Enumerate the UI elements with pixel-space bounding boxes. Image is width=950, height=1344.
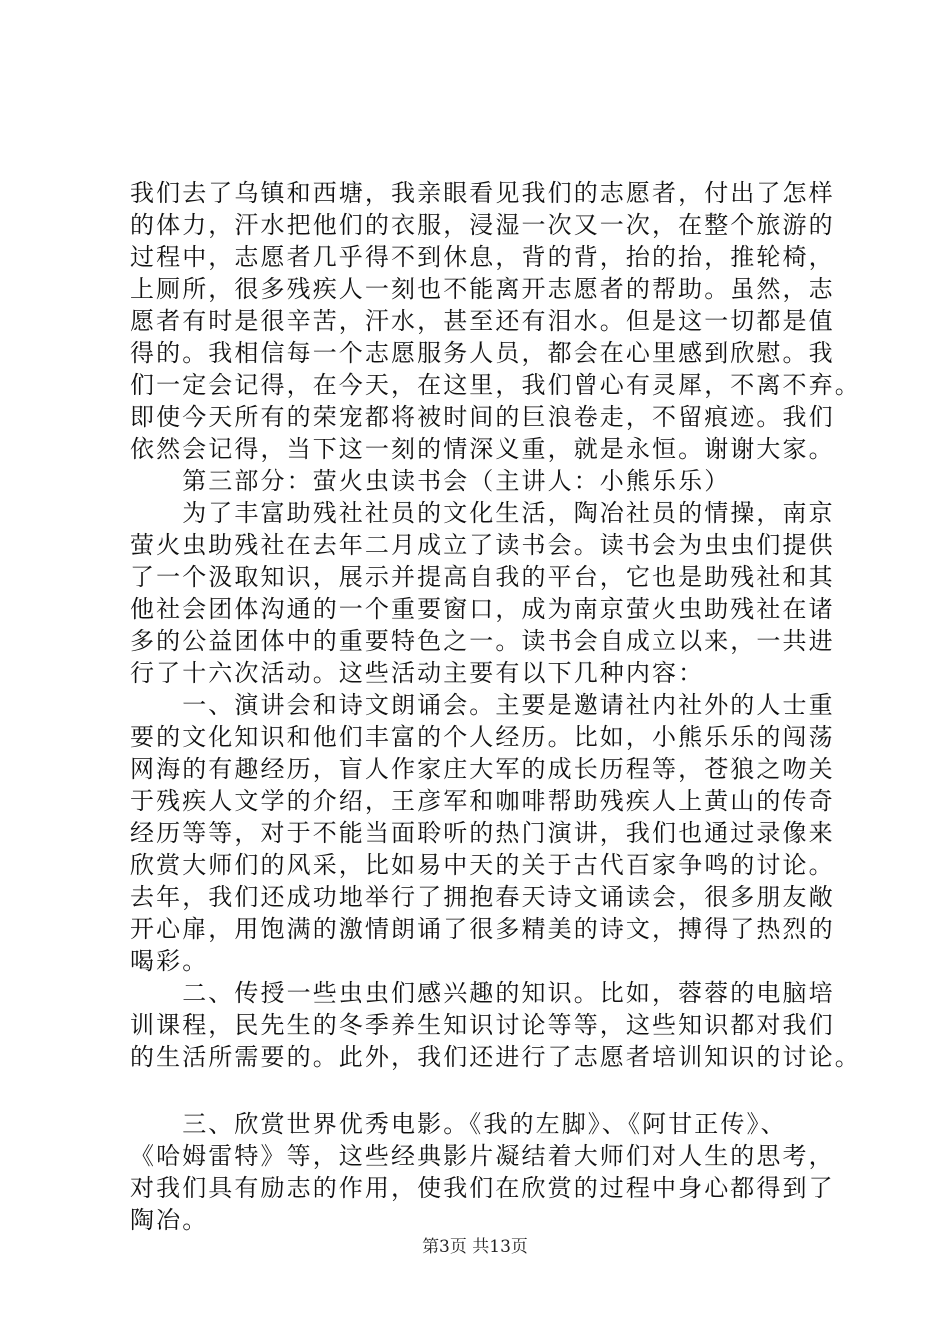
text-line: 他社会团体沟通的一个重要窗口，成为南京萤火虫助残社在诸 [130,595,835,623]
text-line: 要的文化知识和他们丰富的个人经历。比如，小熊乐乐的闯荡 [130,723,835,751]
text-line: 训课程，民先生的冬季养生知识讨论等等，这些知识都对我们 [130,1011,835,1039]
text-line: 于残疾人文学的介绍，王彦军和咖啡帮助残疾人上黄山的传奇 [130,787,835,815]
text-line: 开心扉，用饱满的激情朗诵了很多精美的诗文，搏得了热烈的 [130,915,835,943]
text-line: 得的。我相信每一个志愿服务人员，都会在心里感到欣慰。我 [130,339,835,367]
text-line: 二、传授一些虫虫们感兴趣的知识。比如，蓉蓉的电脑培 [130,979,835,1007]
text-line: 《哈姆雷特》等，这些经典影片凝结着大师们对人生的思考， [130,1142,835,1170]
text-line: 即使今天所有的荣宠都将被时间的巨浪卷走，不留痕迹。我们 [130,403,835,431]
text-line: 多的公益团体中的重要特色之一。读书会自成立以来，一共进 [130,627,835,655]
text-line: 愿者有时是很辛苦，汗水，甚至还有泪水。但是这一切都是值 [130,307,835,335]
text-line: 萤火虫助残社在去年二月成立了读书会。读书会为虫虫们提供 [130,531,835,559]
text-line: 对我们具有励志的作用，使我们在欣赏的过程中身心都得到了 [130,1174,835,1202]
text-line: 们一定会记得，在今天，在这里，我们曾心有灵犀，不离不弃。 [130,371,861,399]
text-line: 陶冶。 [130,1206,209,1234]
text-line: 的生活所需要的。此外，我们还进行了志愿者培训知识的讨论。 [130,1043,861,1071]
text-line: 上厕所，很多残疾人一刻也不能离开志愿者的帮助。虽然，志 [130,275,835,303]
text-line: 网海的有趣经历，盲人作家庄大军的成长历程等，苍狼之吻关 [130,755,835,783]
text-line: 了一个汲取知识，展示并提高自我的平台，它也是助残社和其 [130,563,835,591]
text-line: 一、演讲会和诗文朗诵会。主要是邀请社内社外的人士重 [130,691,835,719]
text-line: 欣赏大师们的风采，比如易中天的关于古代百家争鸣的讨论。 [130,851,835,879]
text-line: 为了丰富助残社社员的文化生活，陶冶社员的情操，南京 [130,499,835,527]
text-line: 依然会记得，当下这一刻的情深义重，就是永恒。谢谢大家。 [130,435,835,463]
text-line: 的体力，汗水把他们的衣服，浸湿一次又一次，在整个旅游的 [130,211,835,239]
text-line: 喝彩。 [130,947,209,975]
page-number: 第3页 共13页 [422,1237,528,1257]
text-line: 我们去了乌镇和西塘，我亲眼看见我们的志愿者，付出了怎样 [130,179,835,207]
text-line: 三、欣赏世界优秀电影。《我的左脚》、《阿甘正传》、 [130,1110,787,1138]
section-heading: 第三部分：萤火虫读书会（主讲人：小熊乐乐） [130,467,731,495]
text-line: 过程中，志愿者几乎得不到休息，背的背，抬的抬，推轮椅， [130,243,835,271]
text-line: 去年，我们还成功地举行了拥抱春天诗文诵读会，很多朋友敞 [130,883,835,911]
text-line: 行了十六次活动。这些活动主要有以下几种内容： [130,659,705,687]
text-line: 经历等等，对于不能当面聆听的热门演讲，我们也通过录像来 [130,819,835,847]
